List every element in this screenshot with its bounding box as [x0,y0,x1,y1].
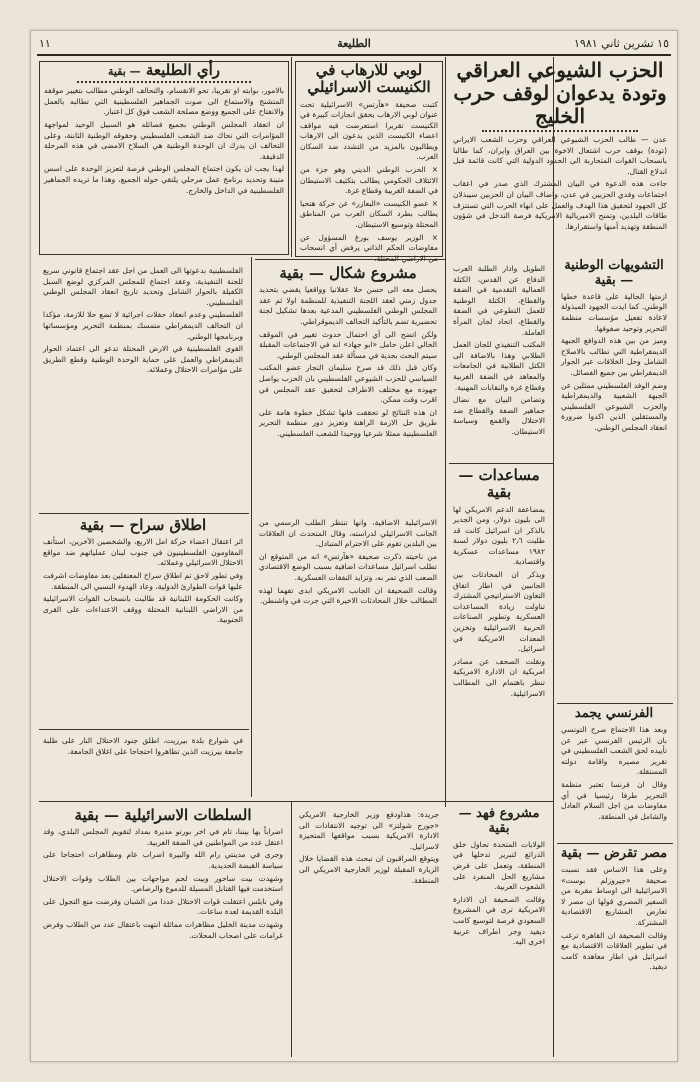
paragraph: وقالت الصحيفة ان القاهرة ترغب في تطوير العلاقات الاقتصادية مع اسرائيل في اطار معاهدة كامب ديفيد. [561,930,667,972]
paragraph: الاسرائيلية الاضافية، وانها تنتظر الطلب الرسمي من الجانب الاسرائيلي لدراسته، وقال المتحدث ان العلاقات بين البلدين تقوم على الاحترام المتبادل. [259,518,437,549]
paragraph: المكتب التنفيذي للجان العمل الطلابي وهذا بالاضافة الى الكتل الطلابية في الجامعات والمعاهد في الضفة الغربية وقطاع غزة والنقابات المهنية. [453,340,545,392]
paragraph: ويذكر ان المحادثات بين الجانبين في اطار اتفاق التعاون الاستراتيجي المشترك تناولت زيادة المساعدات العسكرية وتطوير الصناعات الحربية الاسرائيلية وتخزين المعدات الامريكية في اسرائيل. [453,570,545,654]
headline: لوبي للارهاب في الكنيست الاسرائيلي [307,61,431,97]
paragraph: وفي تطور لاحق تم اطلاق سراح المعتقلين بعد مفاوضات اشرفت عليها قوات الطوارئ الدولية، وعاد الهدوء النسبي الى المنطقة. [43,571,243,591]
paragraph: كتبت صحيفة «هآرتس» الاسرائيلية تحت عنوان لوبي الارهاب يحقق انجازات كبيرة في الكنيست تقريرا استعرضت فيه مواقف اعضاء الكنيست الذين يدعون الى الارهاب ويطالبون بالمزيد من التشدد ضد السكان العرب. [300,99,438,162]
headline [40,62,288,79]
newspaper-page [30,30,678,1062]
paragraph: بمضاعفة الدعم الامريكي لها الى بليون دولار، ومن الجدير بالذكر ان اسرائيل كانت قد طلبت ٢٫٦ بليون دولار لسنة ١٩٨٢ مساعدات عسكرية واقتصادية. [453,504,545,567]
article-gulf-war [449,59,671,255]
article-aid [449,467,549,797]
article-national-distortions [557,259,671,699]
headline: الحزب الشيوعي العراقي وتودة يدعوان لوقف حرب الخليج [453,58,667,128]
column-rule [445,57,446,807]
paragraph: من ناحيته ذكرت صحيفة «هآرتس» انه من المتوقع ان تطلب اسرائيل مساعدات اضافية بسبب الوضع الاقتصادي الصعب الذي تمر به، وتزايد النفقات العسكرية. [259,551,437,582]
article-council [39,263,247,511]
paragraph: ولكن اتضح الى أي احتمال حدوث تغيير في الموقف الحالي اعلن حامل «ابو جهاد» انه في الاجتماعات المقبلة سيتم البحث بجدية في مسألة عقد المجلس الوطني. [259,329,437,360]
issue-date: ١٥ تشرين ثاني ١٩٨١ [574,37,669,50]
title-text: مصر تقرض [604,846,668,861]
continued-label: — بقية [594,272,634,288]
paragraph: اضراباً بها بيننا، تام في اخر بورتو مديرة بمداد لتقويم المجلس البلدي، وقد اعتقل عدد من المواطنين في الضفة الغربية. [43,827,283,847]
article-body [561,865,667,973]
article-authorities-continued [39,733,247,799]
article-opinion [39,61,289,255]
title-underline [482,130,637,132]
section-rule [39,513,249,514]
paragraph: وقالت الصحيفة ان الجانب الامريكي ابدى تفهما لهذه المطالب خلال المحادثات الاخيرة التي جرت في واشنطن. [259,585,437,606]
headline [39,807,287,824]
article-body [561,292,667,434]
headline [557,847,671,862]
paragraph: الفلسطينية بدعوتها الى العمل من اجل عقد اجتماع قانوني سريع للجنة التنفيذية، وعقد اجتماع للمجلس المركزي لوضع السبل الكفيلة بالحوار الشامل وتحديد تاريخ انعقاد المجلس الوطني الفلسطيني. [43,266,243,307]
paragraph: جاءت هذه الدعوة في البيان المشترك الذي صدر في اعقاب اجتماعات وفدي الحزبين في عدن، واضاف البيان ان الحزبين سيبذلان كل الجهود لتحقيق هذا الهدف والعمل على انهاء الحرب التي تستنزف طاقات البلدين، وتمنح الامبريالية الامريكية فرصة التدخل في شؤون المنطقة وتهديد أمنها واستقرارها. [453,179,667,231]
title-text: مشروع فهد [476,806,540,821]
article-body [259,518,437,607]
paragraph: وشهدت مدينة الخليل مظاهرات مماثلة انتهت باعتقال عدد من الطلاب وفرض غرامات على اصحاب المحلات. [43,920,283,940]
paragraph: وميز من بين هذه الدوافع الجبهة الديمقراطية التي تطالب بالاصلاح الشامل وحل الخلافات عبر الحوار الديمقراطي بين جميع الفصائل. [561,336,667,378]
headline [449,807,549,837]
headline [255,265,441,282]
article-body [43,266,243,376]
page-number: ١١ [39,37,51,50]
article-shultz [295,807,443,1057]
article-egypt [557,847,671,1057]
paragraph: عدن — طالب الحزب الشيوعي العراقي وحزب الشعب الايراني (تودة) بوقف حرب اشتعال الاخوة بين العراق وايران، كما طالبا بانسحاب القوات المتحاربة الى الحدود الدولية التي كانت قائمة قبل اندلاع القتال. [453,135,667,176]
column-rule [251,257,252,797]
title-text: مساعدات [478,466,540,484]
title-text: السلطات الاسرائيلية [124,806,252,824]
paragraph: وقالت الصحيفة ان الادارة الامريكية ترى في المشروع السعودي فرصة لتوسيع كامب ديفيد وجر اطراف عربية اخرى اليه. [453,894,545,947]
headline: الفرنسي يجمد [574,706,654,721]
paragraph: وبعد هذا الاجتماع صرح التونسي بان الرئيس الفرنسي عبر عن تأييده لحق الشعب الفلسطيني في تقرير مصيره واقامة دولته المستقلة. [561,724,667,777]
paragraph: جريدة: هذاودفع وزير الخارجية الامريكي «جورج شولتز» الى توجيه الانتقادات الى الادارة الامريكية بسبب مواقفها المتحيزة لاسرائيل. [299,810,439,851]
title-text: التشويهات الوطنية [564,258,664,273]
paragraph: الطويل وادار الطلبة العرب الدفاع عن القدس، الكتلة العمالية التقدمية في الضفة والقطاع، الكتلة الوطنية للعمل التطوعي في الضفة والقطاع، اتحاد لجان المرأة العاملة. [453,264,545,337]
title-text: مشروع شكال [329,264,417,282]
paragraph: لهذا يجب ان يكون اجتماع المجلس الوطني فرصة لتعزيز الوحدة على اسس متينة وتحديد برنامج عمل مرحلي يلتقي حوله الجميع، وهذا ما تريده الجماهير الفلسطينية في الداخل والخارج. [44,164,284,195]
continued-label: — بقية [560,846,600,861]
paragraph: × الوزير يوسف بورغ المسؤول عن مفاوضات الحكم الذاتي يرفض أي انسحاب [300,232,438,253]
article-body [259,285,437,439]
article-body [561,725,667,822]
paragraph: القوى الفلسطينية في الارض المحتلة تدعو الى اعتماد الحوار الديمقراطي والعمل على حماية الوحدة الوطنية وقطع الطريق على مؤامرات الاحتلال وعملائه. [43,344,243,375]
paragraph: يحصل معه الى حسن حلا عقلانيا وواقعيا يقضي بتحديد جدول زمني لعقد اللجنة التنفيذية للمنظمة اولا ثم عقد المجلس الوطني الفلسطيني المدعية بعدها تشكيل لجنة تحضيرية تضم بالتأكيد التحالف الديموقراطي. [259,285,437,327]
article-release [39,517,247,727]
paragraph: ويتوقع المراقبون ان تبحث هذه القضايا خلال الزيارة المقبلة لوزير الخارجية الامريكي الى المنطقة. [299,854,439,885]
paragraph: وجرى في مدينتي رام الله والبيرة اضراب عام ومظاهرات احتجاجا على سياسة القبضة الحديدية. [43,850,283,871]
paragraph: ان انعقاد المجلس الوطني بجميع فصائله هو السبيل الوحيد لمواجهة المؤامرات التي تحاك ضد الشعب الفلسطيني وحقوقه الوطنية الثابتة، وعلى التحالف ان يدرك ان الوحدة الوطنية هي السلاح الامضى في هذه المرحلة الدقيقة. [44,120,284,161]
page-header [39,35,669,53]
title-text: اطلاق سراح [129,516,207,534]
section-rule [449,463,553,464]
section-rule [557,703,673,704]
headline [557,259,671,289]
article-france [557,707,671,841]
paragraph: وقال ان فرنسا تعتبر منظمة التحرير طرفا رئيسيا في أي مفاوضات من اجل السلام العادل والشامل في المنطقة. [561,779,667,821]
article-body [453,840,545,948]
article-body [43,736,243,757]
section-rule [255,259,445,260]
headline [449,467,549,502]
paragraph: ازمتها الحالية على قاعدة خطها الوطني. كما ايدت الجهود المبذولة لاعادة تفعيل مؤسسات منظمة التحرير وتوحيد صفوفها. [561,291,667,333]
article-body [43,537,243,626]
paragraph: وفي نابلس اعتقلت قوات الاحتلال عددا من الشبان وفرضت منع التجول على البلدة القديمة لعدة ساعات. [43,896,283,917]
article-body [299,810,439,886]
article-knesset-lobby [295,61,443,257]
paragraph: وتضامن البيان مع نضال جماهير الضفة والقطاع ضد الاحتلال والقمع وسياسة الاستيطان. [453,395,545,436]
article-body [453,264,545,438]
article-body [43,827,283,941]
article-body [453,505,545,700]
article-body [44,86,284,196]
paragraph: ان هذه النتائج لو تحققت فانها تشكل خطوة هامة على طريق حل الازمة الراهنة وتعزيز دور منظمة التحرير الفلسطينية ممثلا شرعيا ووحيدا للشعب الفلسطيني. [259,407,437,438]
continued-label: — بقية [458,806,510,836]
paragraph: وشهدت بيت ساحور وبيت لحم مواجهات بين الطلاب وقوات الاحتلال استخدمت فيها القنابل المسيلة للدموع والرصاص. [43,873,283,894]
title-underline [77,81,251,83]
article-project [255,265,441,511]
paragraph: الفلسطيني وعدم انعقاد حفلات اجرائية لا تضع حلا للازمة، مؤكدا ان التحالف الديمقراطي متمسك بمنظمة التحرير ومؤسساتها وبرنامجها الوطني. [43,310,243,341]
article-fahd-project [449,807,549,1057]
section-rule [39,801,553,802]
continued-label: — بقية [74,806,120,824]
section-rule [39,729,249,730]
article-students [449,261,549,461]
article-body [300,100,438,265]
section-rule [557,843,673,844]
paragraph: × الحزب الوطني الديني وهو جزء من الائتلاف الحكومي يطالب بتكثيف الاستيطان في الضفة الغربية وقطاع غزة. [300,165,438,196]
article-arrests [39,807,287,1057]
paragraph: × عضو الكنيست «البعازر» عن حركة هتحيا يطالب بطرد السكان العرب من المناطق المحتلة وتوسيع الاستيطان. [300,198,438,230]
header-rule [37,54,671,56]
article-additional-aid [255,515,441,795]
continued-label: — بقية [107,65,141,78]
paragraph: وعلى هذا الاساس فقد نسبت صحيفة «جيروزلم بوست» الاسرائيلية الى اوساط مقربة من السفير المصري قولها ان مصر لا تعارض المشاريع الاقتصادية المشتركة. [561,864,667,927]
continued-label: — بقية [79,516,125,534]
column-rule [291,57,292,257]
paragraph: وكانت الحكومة اللبنانية قد طالبت بانسحاب القوات الاسرائيلية من الاراضي اللبنانية المحتلة ووقف الاعتداءات على القرى الجنوبية. [43,594,243,625]
title-text: رأي الطليعة [145,61,221,79]
paragraph: اثر اعتقال اعضاء حركة امل الاربع، والشخصين الآخرين، استأنف المقاومون الفلسطينيون في جنوب لبنان عملياتهم ضد مواقع الاحتلال الاسرائيلي وعملائه. [43,537,243,568]
paragraph: وضم الوفد الفلسطيني ممثلين عن الجبهة الشعبية والديمقراطية والحزب الشيوعي الفلسطيني والمستقلين الذين اكدوا ضرورة انعقاد المجلس الوطني. [561,380,667,432]
paper-name: الطليعة [337,37,371,50]
continued-label: — بقية [279,264,324,282]
article-body [453,135,667,232]
headline [39,517,247,534]
paragraph: بالامور، بوابته او تقريبا، تحو الانقسام، والتحالف الوطني مطالب بتغيير موقفه المتشنج والاستماع الى صوت الجماهير الفلسطينية التي تطالبه بالعمل والانفتاح على الجميع ووضع مصلحة الشعب فوق كل اعتبار. [44,86,284,117]
column-rule [291,801,292,1057]
paragraph: ونقلت الصحف عن مصادر امريكية ان الادارة الامريكية تنظر باهتمام الى المطالب الاسرائيلية. [453,656,545,698]
paragraph: الولايات المتحدة تحاول خلق الذرائع لتبرير تدخلها في المنطقة، وتعمل على فرض مشاريع الحل المنفرد على الشعوب العربية. [453,839,545,892]
paragraph: في شوارع بلدة بيرزيت، اطلق جنود الاحتلال النار على طلبة جامعة بيرزيت الذين تظاهروا احتجاجا على اغلاق الجامعة. [43,736,243,756]
continued-label: — بقية [458,466,512,502]
paragraph: وكان قبل ذلك قد صرح سليمان النجار عضو المكتب السياسي للحزب الشيوعي الفلسطيني بان الحزب يواصل جهوده مع مختلف الاطراف لتحقيق عقد المجلس في اقرب وقت ممكن. [259,363,437,405]
